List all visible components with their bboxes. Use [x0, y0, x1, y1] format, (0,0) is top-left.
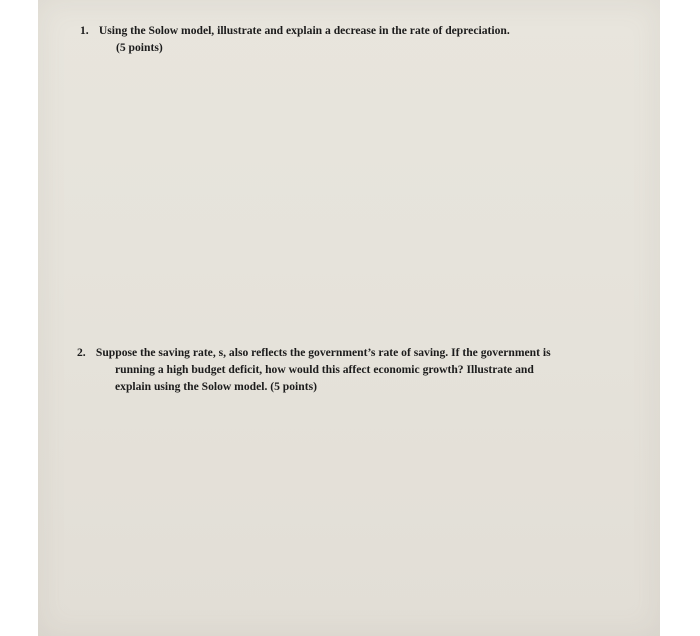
- answer-space-1: [40, 60, 640, 340]
- question-1-points: (5 points): [116, 41, 163, 54]
- question-2: [77, 344, 637, 395]
- question-1: [80, 22, 580, 56]
- question-2-text-2: running a high budget deficit, how would this affect economic growth? Illustrate and: [115, 363, 534, 376]
- answer-space-2: [40, 400, 640, 630]
- question-1-line: [80, 22, 580, 39]
- question-1-text: Using the Solow model, illustrate and explain a decrease in the rate of depreciation.: [98, 24, 510, 37]
- question-2-text-1: Suppose the saving rate, s, also reflects the government’s rate of saving. If the government is: [95, 346, 551, 359]
- question-2-text-3: explain using the Solow model. (5 points): [115, 380, 317, 393]
- question-2-number: 2.: [77, 346, 86, 359]
- question-2-line-1: [77, 344, 637, 361]
- question-1-number: 1.: [80, 24, 89, 37]
